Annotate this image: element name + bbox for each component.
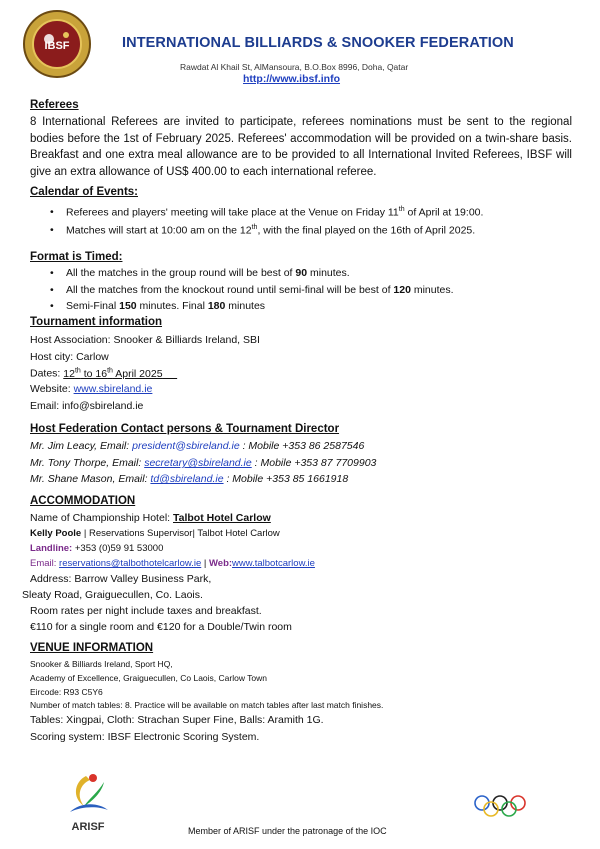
contact-tony-thorpe: Mr. Tony Thorpe, Email: secretary@sbireland.ie : Mobile +353 87 7709903 <box>30 457 377 469</box>
calendar-item-matches: • Matches will start at 10:00 am on the 12th, with the final played on the 16th of April 2025. <box>66 224 475 237</box>
room-rates-note: Room rates per night include taxes and breakfast. <box>30 605 262 617</box>
room-prices: €110 for a single room and €120 for a Double/Twin room <box>30 621 292 633</box>
tournament-email: Email: info@sbireland.ie <box>30 400 144 412</box>
contact-jim-leacy: Mr. Jim Leacy, Email: president@sbireland.ie : Mobile +353 86 2587546 <box>30 440 365 452</box>
contact-shane-mason: Mr. Shane Mason, Email: td@sbireland.ie : Mobile +353 85 1661918 <box>30 473 349 485</box>
venue-tables-count: Number of match tables: 8. Practice will be available on match tables after last match finishes. <box>30 700 384 710</box>
host-city: Host city: Carlow <box>30 351 109 363</box>
format-title: Format is Timed: <box>30 251 123 263</box>
format-item-final: • Semi-Final 150 minutes. Final 180 minutes <box>66 300 265 312</box>
venue-line-2: Academy of Excellence, Graiguecullen, Co Laois, Carlow Town <box>30 673 268 683</box>
format-item-knockout: • All the matches from the knockout round until semi-final will be best of 120 minutes. <box>66 284 454 296</box>
hotel-name: Name of Championship Hotel: Talbot Hotel Carlow <box>30 512 271 524</box>
arisf-label: ARISF <box>71 821 105 833</box>
hotel-address-2: Sleaty Road, Graiguecullen, Co. Laois. <box>22 589 203 601</box>
hotel-email-link[interactable]: reservations@talbothotelcarlow.ie <box>59 558 202 569</box>
venue-eircode: Eircode: R93 C5Y6 <box>30 687 103 697</box>
ibsf-logo <box>22 9 92 79</box>
header-url-link[interactable]: http://www.ibsf.info <box>243 73 341 85</box>
contact-email-link[interactable]: secretary@sbireland.ie <box>144 457 252 469</box>
contact-email-link[interactable]: president@sbireland.ie <box>132 440 240 452</box>
tournament-dates: Dates: 12th to 16th April 2025 <box>30 367 163 380</box>
contact-email-link[interactable]: td@sbireland.ie <box>150 473 224 485</box>
tournament-title: Tournament information <box>30 316 163 328</box>
hotel-email-web: Email: reservations@talbothotelcarlow.ie | Web:www.talbotcarlow.ie <box>30 558 315 569</box>
format-item-group: • All the matches in the group round will be best of 90 minutes. <box>66 267 350 279</box>
arisf-logo <box>58 772 118 834</box>
logo-text: IBSF <box>44 40 70 52</box>
footer-text: Member of ARISF under the patronage of the IOC <box>188 826 387 836</box>
calendar-item-meeting: • Referees and players' meeting will take place at the Venue on Friday 11th of April at 19:00. <box>66 206 483 219</box>
referees-text: 8 International Referees are invited to participate, referees nominations must be sent to the regional bodies before the 1st of February 2025. Referees' accommodation will be provided on a twin-share basis. Breakfast and one extra meal allowance are to be provided to all International Invited Referees, IBSF will give an extra allowance of US$ 400.00 to each international referee. <box>30 116 572 178</box>
hotel-address-1: Address: Barrow Valley Business Park, <box>30 573 212 585</box>
host-association: Host Association: Snooker & Billiards Ireland, SBI <box>30 334 260 346</box>
contacts-title: Host Federation Contact persons & Tournament Director <box>30 423 340 435</box>
header-address: Rawdat Al Khail St, AlMansoura, B.O.Box 8996, Doha, Qatar <box>180 62 409 72</box>
website-link[interactable]: www.sbireland.ie <box>73 383 153 395</box>
page-title: INTERNATIONAL BILLIARDS & SNOOKER FEDERATION <box>122 35 514 51</box>
hotel-landline: Landline: +353 (0)59 91 53000 <box>30 543 164 554</box>
hotel-contact: Kelly Poole | Reservations Supervisor| Talbot Hotel Carlow <box>30 528 280 539</box>
olympic-rings-icon <box>470 794 530 818</box>
referees-title: Referees <box>30 99 79 111</box>
accommodation-title: ACCOMMODATION <box>30 495 136 507</box>
venue-scoring: Scoring system: IBSF Electronic Scoring System. <box>30 731 260 743</box>
venue-tables: Tables: Xingpai, Cloth: Strachan Super Fine, Balls: Aramith 1G. <box>30 714 324 726</box>
calendar-title: Calendar of Events: <box>30 186 138 198</box>
venue-line-1: Snooker & Billiards Ireland, Sport HQ, <box>30 659 173 669</box>
venue-title: VENUE INFORMATION <box>30 642 154 654</box>
tournament-website: Website: www.sbireland.ie <box>30 383 153 395</box>
hotel-web-link[interactable]: www.talbotcarlow.ie <box>232 558 315 569</box>
